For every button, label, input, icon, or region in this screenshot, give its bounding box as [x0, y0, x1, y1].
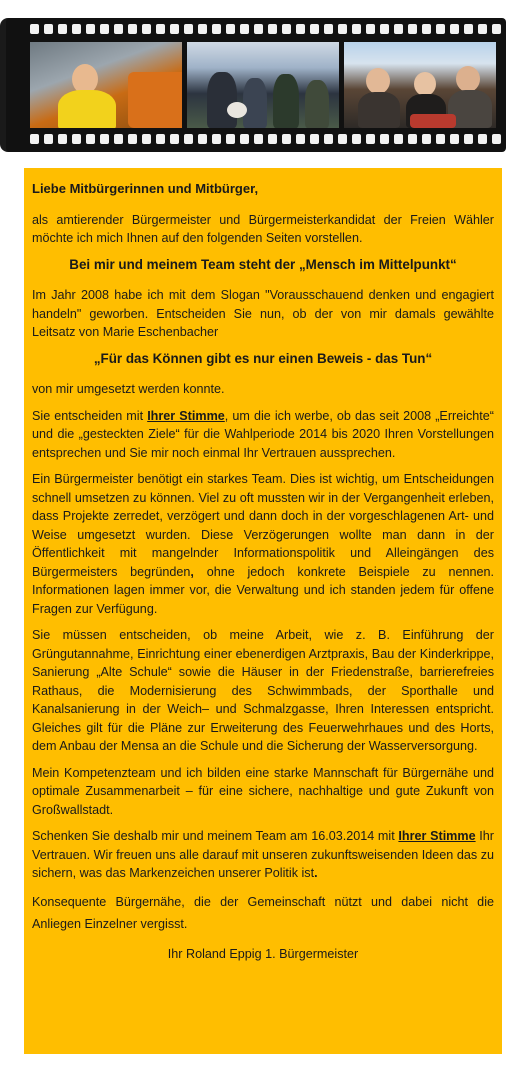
film-perforation	[254, 24, 263, 34]
film-perforation	[184, 134, 193, 144]
film-perforation	[310, 24, 319, 34]
film-perforation	[100, 134, 109, 144]
film-perforation	[226, 24, 235, 34]
film-perforation	[44, 134, 53, 144]
film-perforation	[324, 24, 333, 34]
film-perforation	[198, 134, 207, 144]
film-perforation	[464, 24, 473, 34]
film-perforation	[380, 24, 389, 34]
film-perforation	[352, 24, 361, 34]
film-perforation	[58, 24, 67, 34]
film-perforation	[394, 24, 403, 34]
film-perforation	[268, 134, 277, 144]
film-perforation	[366, 24, 375, 34]
team-comma: ,	[190, 564, 194, 579]
film-perforation	[422, 134, 431, 144]
film-perforation	[30, 134, 39, 144]
film-perforation	[198, 24, 207, 34]
film-perforation	[212, 24, 221, 34]
film-perforation	[282, 24, 291, 34]
gift-paragraph	[32, 827, 494, 883]
film-perforation	[268, 24, 277, 34]
gift-text-b: Ihr Vertrauen. Wir freuen uns alle darauf mit unseren zukunftsweisenden Ideen das zu sichern, was das Markenzeichen unserer Politik ist	[32, 829, 494, 880]
film-perforation	[72, 134, 81, 144]
film-perforation	[156, 134, 165, 144]
salutation: Liebe Mitbürgerinnen und Mitbürger,	[32, 181, 259, 196]
film-perforation	[100, 24, 109, 34]
gift-text-a: Schenken Sie deshalb mir und meinem Team am 16.03.2014 mit	[32, 829, 399, 843]
film-perforation	[170, 134, 179, 144]
film-perforation	[338, 134, 347, 144]
film-perforation	[408, 24, 417, 34]
vote-paragraph	[32, 407, 494, 463]
film-perforation	[142, 134, 151, 144]
intro-paragraph: als amtierender Bürgermeister und Bürgermeisterkandidat der Freien Wähler möchte ich mich Ihnen auf den folgenden Seiten vorstellen.	[32, 212, 494, 245]
quote-heading: „Für das Können gibt es nur einen Beweis - das Tun“	[93, 350, 433, 366]
film-perforation	[464, 134, 473, 144]
film-perforation	[352, 134, 361, 144]
film-perforation	[58, 134, 67, 144]
film-perforation	[282, 134, 291, 144]
vote-text-b: , um die ich werbe, ob das seit 2008 „Erreichte“ und die „gesteckten Ziele“ für die Wahlperiode 2014 bis 2020 Ihren Vorstellungen entsprechen und Sie mir noch einmal Ihr Vertrauen aussprechen.	[32, 408, 495, 460]
film-perforations-top	[22, 24, 504, 36]
film-perforation	[128, 24, 137, 34]
worker-photo	[30, 42, 182, 128]
film-perforation	[226, 134, 235, 144]
vote-emphasis: Ihrer Stimme	[147, 408, 225, 423]
film-perforation	[422, 24, 431, 34]
team-paragraph	[32, 470, 494, 618]
closing-paragraph: Konsequente Bürgernähe, die der Gemeinschaft nützt und dabei nicht die Anliegen Einzelner vergisst.	[32, 894, 494, 931]
motto-heading: Bei mir und meinem Team steht der „Mensch im Mittelpunkt“	[69, 256, 457, 272]
film-perforation	[240, 24, 249, 34]
vote-text-a: Sie entscheiden mit	[32, 408, 148, 423]
film-perforation	[338, 24, 347, 34]
team-text-b: ohne jedoch konkrete Beispiele zu nennen. Informationen lagen immer vor, die Verwaltung und ich standen jedem für offene Fragen zur Verfügung.	[32, 564, 495, 616]
band-photo	[187, 42, 339, 128]
film-perforation	[86, 134, 95, 144]
film-perforation	[310, 134, 319, 144]
realized-paragraph: von mir umgesetzt werden konnte.	[32, 382, 225, 396]
film-perforation	[30, 24, 39, 34]
signature: Ihr Roland Eppig 1. Bürgermeister	[167, 946, 359, 961]
film-perforation	[450, 24, 459, 34]
film-perforation	[156, 24, 165, 34]
film-perforation	[44, 24, 53, 34]
film-perforation	[296, 24, 305, 34]
film-perforation	[380, 134, 389, 144]
film-perforation	[128, 134, 137, 144]
competence-paragraph: Mein Kompetenzteam und ich bilden eine starke Mannschaft für Bürgernähe und optimale Zusammenarbeit – für eine sichere, nachhaltige und gute Zukunft von Großwallstadt.	[32, 765, 494, 817]
film-perforation	[492, 24, 501, 34]
film-perforation	[478, 24, 487, 34]
film-perforations-bottom	[22, 134, 504, 146]
film-perforation	[296, 134, 305, 144]
film-perforation	[436, 134, 445, 144]
film-perforation	[212, 134, 221, 144]
film-perforation	[170, 24, 179, 34]
gift-dot: .	[314, 866, 318, 880]
film-perforation	[408, 134, 417, 144]
team-photo	[344, 42, 496, 128]
film-perforation	[324, 134, 333, 144]
film-perforation	[254, 134, 263, 144]
team-text-a: Ein Bürgermeister benötigt ein starkes Team. Dies ist wichtig, um Entscheidungen schnell umsetzen zu können. Viel zu oft mussten wir in der Vergangenheit erleben, dass Projekte zerredet, verzögert und dann doch in der vorgeschlagenen Art- und Weise umgesetzt wurden. Diese Verzögerungen wollte man dann in der Öffentlichkeit mit mangelnder Informationspolitik und Alleingängen des Bürgermeisters begründen	[32, 472, 494, 579]
film-strip	[6, 18, 506, 152]
work-paragraph: Sie müssen entscheiden, ob meine Arbeit, wie z. B. Einführung der Grüngutannahme, Einrichtung einer ebenerdigen Arztpraxis, Bau der Kinderkrippe, Sanierung „Alte Schule“ sowie die Häuser in der Friedenstraße, barrierefreies Rathaus, die Modernisierung des Schwimmbads, der Sporthalle und Kanalsanierung in der Weich– und Schmalzgasse, Ihren Interessen entspricht. Gleiches gilt für die Pläne zur Erweiterung des Feuerwehrhaues und des Horts, dem Anbau der Mensa an die Schule und die Sicherung der Wasserversorgung.	[32, 628, 494, 753]
film-perforation	[240, 134, 249, 144]
film-perforation	[184, 24, 193, 34]
photo-frames	[30, 42, 496, 128]
film-perforation	[436, 24, 445, 34]
film-perforation	[492, 134, 501, 144]
film-perforation	[114, 24, 123, 34]
film-perforation	[142, 24, 151, 34]
film-perforation	[86, 24, 95, 34]
film-perforation	[114, 134, 123, 144]
film-perforation	[366, 134, 375, 144]
film-perforation	[72, 24, 81, 34]
film-perforation	[394, 134, 403, 144]
slogan-paragraph: Im Jahr 2008 habe ich mit dem Slogan "Vorausschauend denken und engagiert handeln" geworben. Entscheiden Sie nun, ob der von mir damals gewählte Leitsatz von Marie Eschenbacher	[32, 288, 494, 339]
gift-emphasis: Ihrer Stimme	[398, 829, 476, 843]
letter-panel	[24, 168, 502, 1054]
film-perforation	[450, 134, 459, 144]
film-perforation	[478, 134, 487, 144]
